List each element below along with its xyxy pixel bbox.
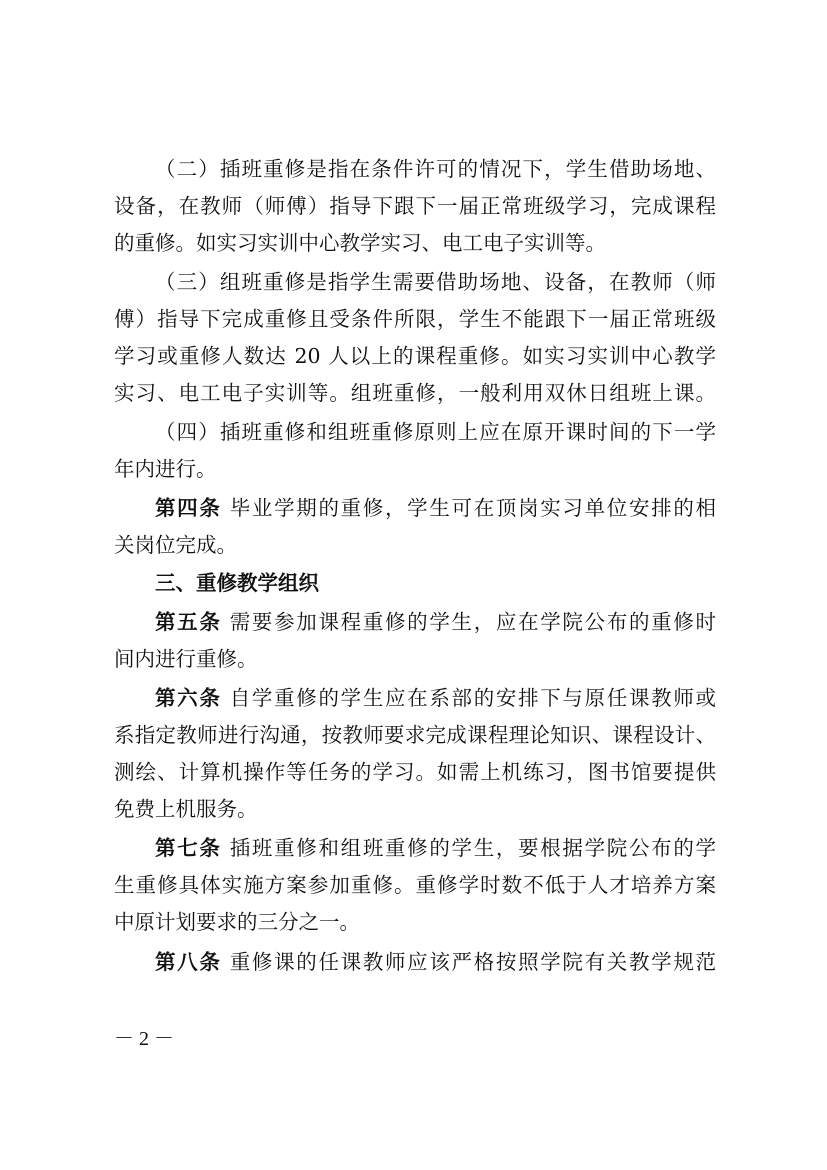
paragraph-2-line-2: 设备，在教师（师傅）指导下跟下一届正常班级学习，完成课程	[114, 194, 716, 218]
article-6-label: 第六条	[155, 686, 222, 710]
article-5-line-1: 第五条 需要参加课程重修的学生，应在学院公布的重修时	[155, 610, 717, 634]
paragraph-3-line-3: 学习或重修人数达 20 人以上的课程重修。如实习实训中心教学	[114, 344, 716, 368]
article-6-line-1: 第六条 自学重修的学生应在系部的安排下与原任课教师或	[155, 686, 717, 710]
article-5-label: 第五条	[155, 610, 222, 634]
paragraph-3-line-2: 傅）指导下完成重修且受条件所限，学生不能跟下一届正常班级	[114, 307, 716, 331]
article-7-line-3: 中原计划要求的三分之一。	[114, 910, 360, 934]
article-7-line-2: 生重修具体实施方案参加重修。重修学时数不低于人才培养方案	[114, 873, 716, 897]
article-5-line-2: 间内进行重修。	[114, 647, 258, 671]
article-4-line-1: 第四条 毕业学期的重修，学生可在顶岗实习单位安排的相	[155, 496, 717, 520]
paragraph-4-line-1: （四）插班重修和组班重修原则上应在原开课时间的下一学	[155, 420, 716, 444]
article-6-line-4: 免费上机服务。	[114, 797, 258, 821]
page-number: － 2 －	[114, 1028, 174, 1050]
paragraph-2-line-1: （二）插班重修是指在条件许可的情况下，学生借助场地、	[155, 157, 716, 181]
paragraph-4-line-2: 年内进行。	[114, 457, 217, 481]
article-8-line-1: 第八条 重修课的任课教师应该严格按照学院有关教学规范	[155, 950, 717, 974]
article-4-line-2: 关岗位完成。	[114, 533, 237, 557]
article-6-line-3: 测绘、计算机操作等任务的学习。如需上机练习，图书馆要提供	[114, 760, 716, 784]
paragraph-2-line-3: 的重修。如实习实训中心教学实习、电工电子实训等。	[114, 231, 606, 255]
article-7-label: 第七条	[155, 836, 222, 860]
article-6-line-2: 系指定教师进行沟通，按教师要求完成课程理论知识、课程设计、	[114, 723, 716, 747]
article-8-label: 第八条	[155, 950, 222, 974]
article-4-label: 第四条	[155, 496, 222, 520]
article-7-line-1: 第七条 插班重修和组班重修的学生，要根据学院公布的学	[155, 836, 717, 860]
section-3-heading: 三、重修教学组织	[155, 571, 319, 595]
paragraph-3-line-1: （三）组班重修是指学生需要借助场地、设备，在教师（师	[155, 270, 716, 294]
paragraph-3-line-4: 实习、电工电子实训等。组班重修，一般利用双休日组班上课。	[114, 381, 716, 405]
